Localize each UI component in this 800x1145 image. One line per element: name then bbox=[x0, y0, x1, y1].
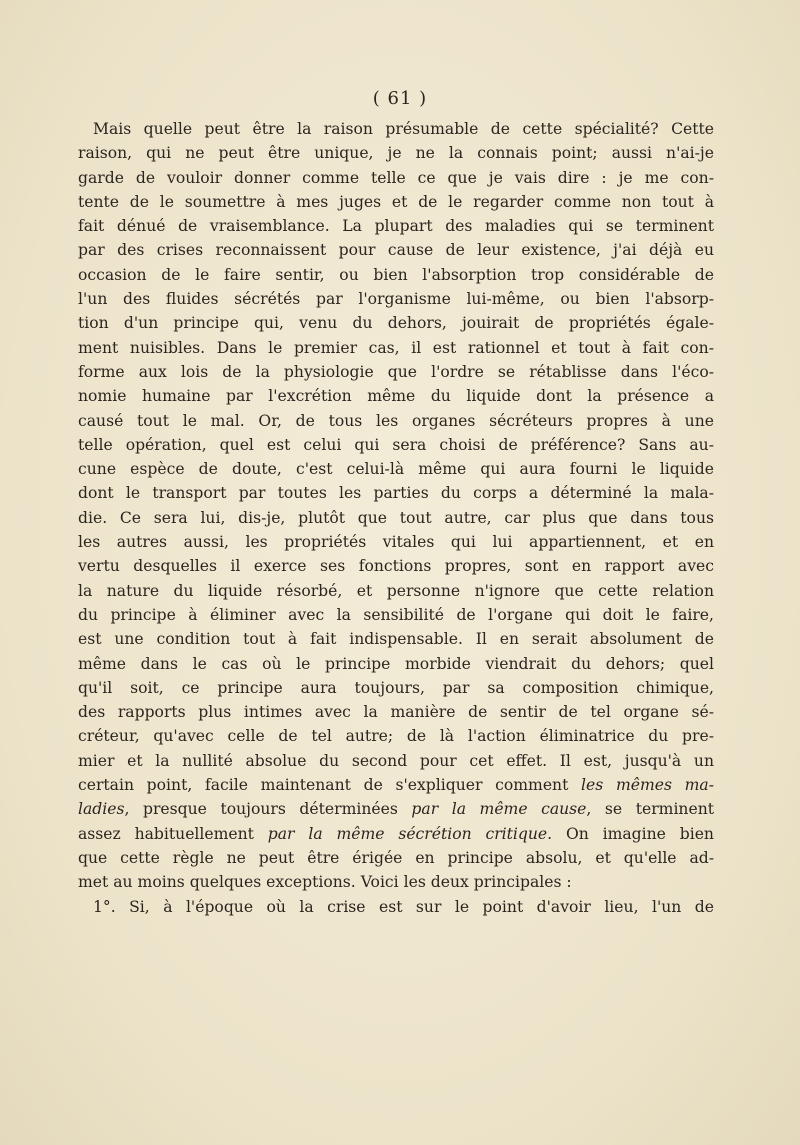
italic-text: ladies bbox=[78, 800, 125, 819]
text-line bbox=[78, 676, 714, 700]
text-run: fait dénué de vraisemblance. La plupart des maladies qui se terminent bbox=[78, 217, 714, 236]
text-run: nomie humaine par l'excrétion même du liquide dont la présence a bbox=[78, 387, 714, 406]
text-line bbox=[78, 311, 714, 335]
text-run: du principe à éliminer avec la sensibilité de l'organe qui doit le faire, bbox=[78, 605, 714, 624]
text-run: des rapports plus intimes avec la manière de sentir de tel organe sé- bbox=[78, 703, 714, 722]
text-run: par des crises reconnaissent pour cause de leur existence, j'ai déjà eu bbox=[78, 241, 714, 260]
text-run: certain point, facile maintenant de s'expliquer comment bbox=[78, 776, 582, 795]
text-run: cune espèce de doute, c'est celui-là même qui aura fourni le liquide bbox=[78, 460, 714, 479]
text-line bbox=[78, 603, 714, 627]
text-run: occasion de le faire sentir, ou bien l'absorption trop considérable de bbox=[78, 265, 714, 284]
text-run: dont le transport par toutes les parties du corps a déterminé la mala- bbox=[78, 484, 714, 503]
text-run: die. Ce sera lui, dis-je, plutôt que tout autre, car plus que dans tous bbox=[78, 508, 714, 527]
text-run: assez habituellement bbox=[78, 824, 268, 843]
text-run: que cette règle ne peut être érigée en principe absolu, et qu'elle ad- bbox=[78, 848, 714, 867]
text-run: qu'il soit, ce principe aura toujours, par sa composition chimique, bbox=[78, 678, 714, 697]
text-line bbox=[78, 822, 714, 846]
text-run: la nature du liquide résorbé, et personne n'ignore que cette relation bbox=[78, 581, 714, 600]
italic-text: par la même sécrétion critique bbox=[267, 824, 548, 843]
italic-text: les mêmes ma- bbox=[581, 776, 714, 795]
text-line bbox=[78, 360, 714, 384]
text-run: , se terminent bbox=[586, 800, 714, 819]
page-number: ( 61 ) bbox=[372, 88, 428, 109]
text-line bbox=[78, 530, 714, 554]
text-line bbox=[78, 190, 714, 214]
text-line bbox=[78, 749, 714, 773]
text-run: l'un des fluides sécrétés par l'organisme lui-même, ou bien l'absorp- bbox=[78, 290, 714, 309]
text-run: met au moins quelques exceptions. Voici les deux principales : bbox=[78, 873, 572, 892]
text-run: 1°. Si, à l'époque où la crise est sur le point d'avoir lieu, l'un de bbox=[93, 897, 714, 916]
text-line bbox=[78, 506, 714, 530]
text-line bbox=[78, 384, 714, 408]
text-line bbox=[78, 287, 714, 311]
text-run: telle opération, quel est celui qui sera choisi de préférence? Sans au- bbox=[78, 435, 714, 454]
italic-text: par la même cause bbox=[411, 800, 587, 819]
text-line bbox=[78, 433, 714, 457]
text-run: causé tout le mal. Or, de tous les organes sécréteurs propres à une bbox=[78, 411, 714, 430]
text-run: . On imagine bien bbox=[547, 824, 714, 843]
text-line bbox=[78, 797, 714, 821]
text-line bbox=[78, 846, 714, 870]
text-line bbox=[78, 579, 714, 603]
text-run: mier et la nullité absolue du second pour cet effet. Il est, jusqu'à un bbox=[78, 751, 714, 770]
text-line bbox=[78, 700, 714, 724]
text-run: garde de vouloir donner comme telle ce que je vais dire : je me con- bbox=[78, 168, 714, 187]
text-line bbox=[78, 166, 714, 190]
text-line bbox=[78, 554, 714, 578]
text-line bbox=[78, 263, 714, 287]
text-line bbox=[78, 141, 714, 165]
text-line bbox=[78, 409, 714, 433]
text-line bbox=[78, 627, 714, 651]
text-line bbox=[78, 336, 714, 360]
text-line bbox=[78, 870, 714, 894]
text-run: tente de le soumettre à mes juges et de le regarder comme non tout à bbox=[78, 192, 714, 211]
text-line bbox=[78, 481, 714, 505]
text-run: créteur, qu'avec celle de tel autre; de là l'action éliminatrice du pre- bbox=[78, 727, 714, 746]
text-run: Mais quelle peut être la raison présumable de cette spécialité? Cette bbox=[93, 120, 714, 138]
text-run: les autres aussi, les propriétés vitales qui lui appartiennent, et en bbox=[78, 533, 714, 552]
text-run: , presque toujours déterminées bbox=[124, 800, 412, 819]
text-run: tion d'un principe qui, venu du dehors, jouirait de propriétés égale- bbox=[78, 314, 714, 333]
text-run: même dans le cas où le principe morbide viendrait du dehors; quel bbox=[78, 654, 714, 673]
text-line bbox=[78, 895, 714, 919]
text-line bbox=[78, 652, 714, 676]
text-line bbox=[78, 773, 714, 797]
text-line bbox=[78, 117, 714, 141]
text-run: raison, qui ne peut être unique, je ne la connais point; aussi n'ai-je bbox=[78, 144, 714, 163]
text-line bbox=[78, 214, 714, 238]
text-line bbox=[78, 724, 714, 748]
text-run: est une condition tout à fait indispensable. Il en serait absolument de bbox=[78, 630, 714, 649]
body-text bbox=[78, 117, 714, 919]
text-line bbox=[78, 238, 714, 262]
text-line bbox=[78, 457, 714, 481]
text-run: vertu desquelles il exerce ses fonctions propres, sont en rapport avec bbox=[78, 557, 714, 576]
text-run: forme aux lois de la physiologie que l'ordre se rétablisse dans l'éco- bbox=[78, 362, 714, 381]
text-run: ment nuisibles. Dans le premier cas, il est rationnel et tout à fait con- bbox=[78, 338, 714, 357]
